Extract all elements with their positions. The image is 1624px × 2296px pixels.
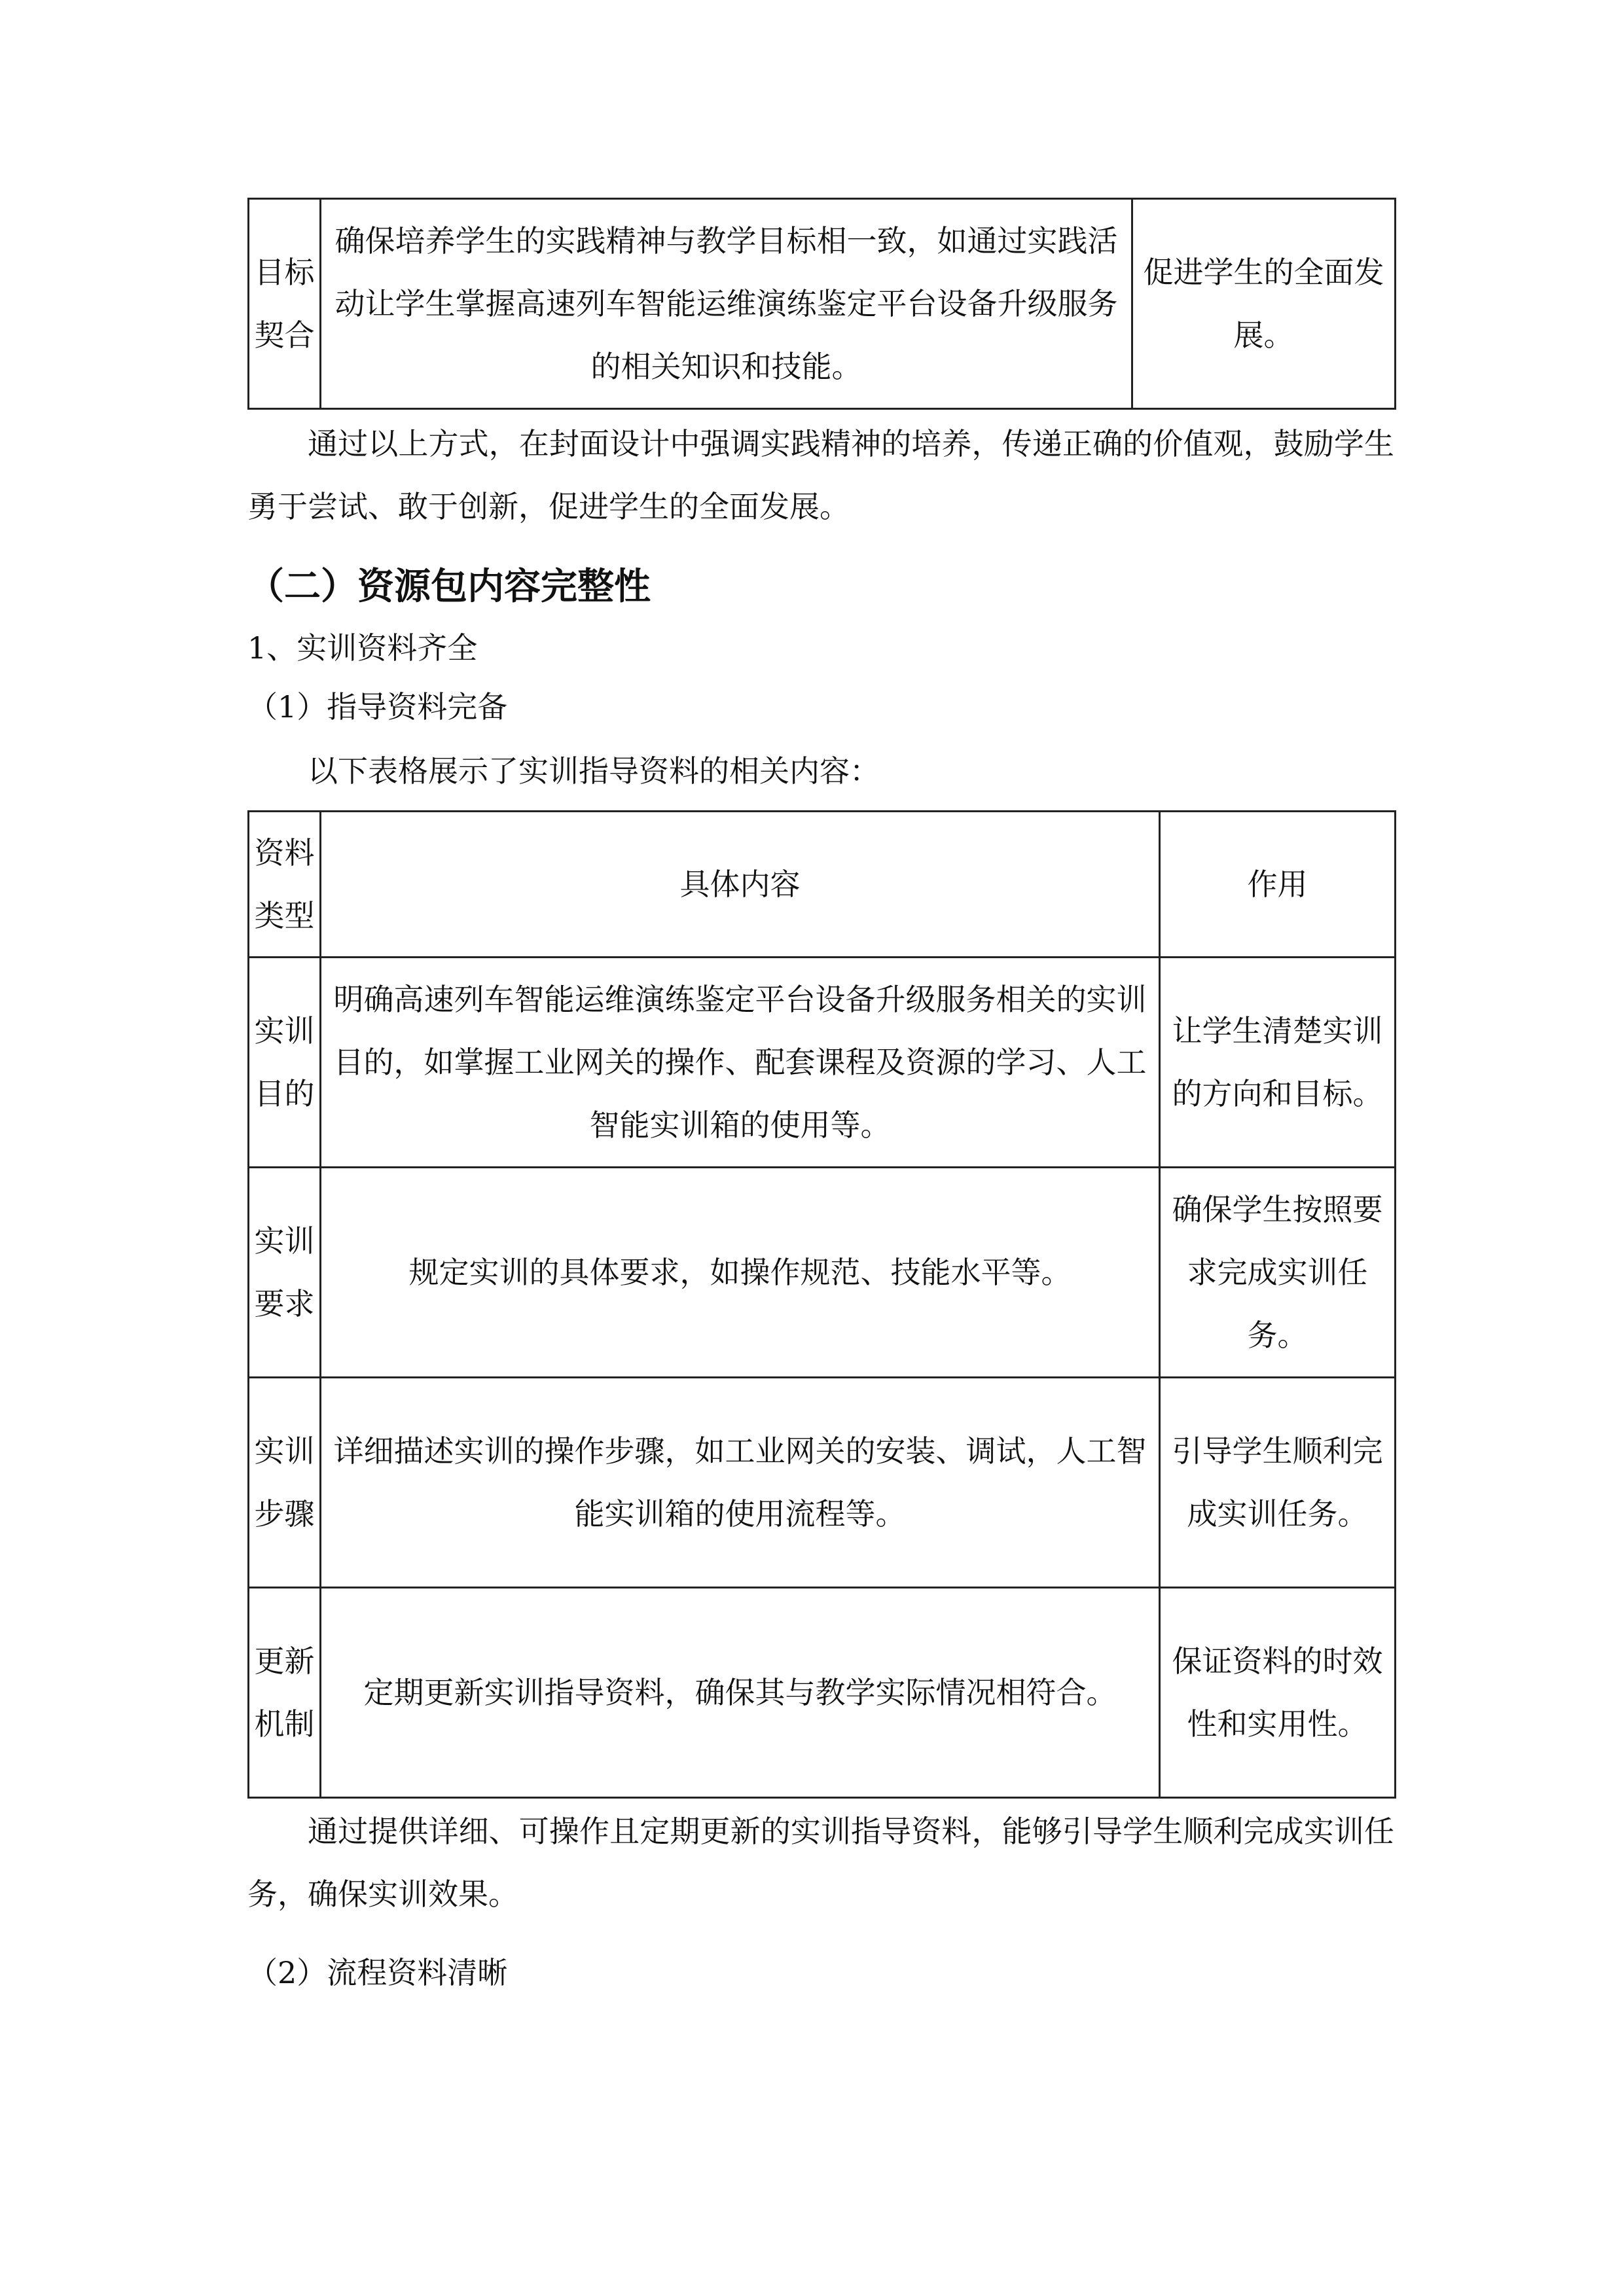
- table-row: [249, 958, 1396, 1168]
- table-cell-effect: 保证资料的时效性和实用性。: [1160, 1588, 1396, 1798]
- paragraph: 通过提供详细、可操作且定期更新的实训指导资料，能够引导学生顺利完成实训任务，确保实训效果。: [247, 1814, 1394, 1912]
- table-header-cell: 资料类型: [249, 812, 321, 958]
- table-cell-type: 更新机制: [249, 1588, 321, 1798]
- table-cell-content: 规定实训的具体要求，如操作规范、技能水平等。: [321, 1168, 1160, 1378]
- paragraph: 通过以上方式，在封面设计中强调实践精神的培养，传递正确的价值观，鼓励学生勇于尝试、敢于创新，促进学生的全面发展。: [247, 426, 1394, 524]
- table-header-cell: 作用: [1160, 812, 1396, 958]
- table-row: [249, 1378, 1396, 1588]
- table-cell-effect: 让学生清楚实训的方向和目标。: [1160, 958, 1396, 1168]
- table-row: [249, 1588, 1396, 1798]
- subheading: （1）指导资料完备: [247, 689, 508, 725]
- goal-alignment-table: [247, 198, 1396, 410]
- table-cell-content: 明确高速列车智能运维演练鉴定平台设备升级服务相关的实训目的，如掌握工业网关的操作、配套课程及资源的学习、人工智能实训箱的使用等。: [321, 958, 1160, 1168]
- subheading: （2）流程资料清晰: [247, 1955, 508, 1990]
- table-cell-type: 实训目的: [249, 958, 321, 1168]
- table-cell-effect: 促进学生的全面发展。: [1132, 199, 1396, 409]
- table-cell-type: 实训要求: [249, 1168, 321, 1378]
- guidance-materials-table: [247, 810, 1396, 1799]
- subheading: 1、实训资料齐全: [247, 630, 478, 666]
- table-row: [249, 1168, 1396, 1378]
- table-header-row: [249, 812, 1396, 958]
- table-cell-effect: 确保学生按照要求完成实训任务。: [1160, 1168, 1396, 1378]
- table-cell-label: 目标契合: [249, 199, 321, 409]
- section-heading: （二）资源包内容完整性: [247, 565, 651, 608]
- table-cell-content: 确保培养学生的实践精神与教学目标相一致，如通过实践活动让学生掌握高速列车智能运维演练鉴定平台设备升级服务的相关知识和技能。: [321, 199, 1132, 409]
- table-cell-content: 定期更新实训指导资料，确保其与教学实际情况相符合。: [321, 1588, 1160, 1798]
- table-intro: 以下表格展示了实训指导资料的相关内容：: [308, 753, 880, 789]
- table-cell-content: 详细描述实训的操作步骤，如工业网关的安装、调试，人工智能实训箱的使用流程等。: [321, 1378, 1160, 1588]
- table-row: [249, 199, 1396, 409]
- table-cell-type: 实训步骤: [249, 1378, 321, 1588]
- table-header-cell: 具体内容: [321, 812, 1160, 958]
- table-cell-effect: 引导学生顺利完成实训任务。: [1160, 1378, 1396, 1588]
